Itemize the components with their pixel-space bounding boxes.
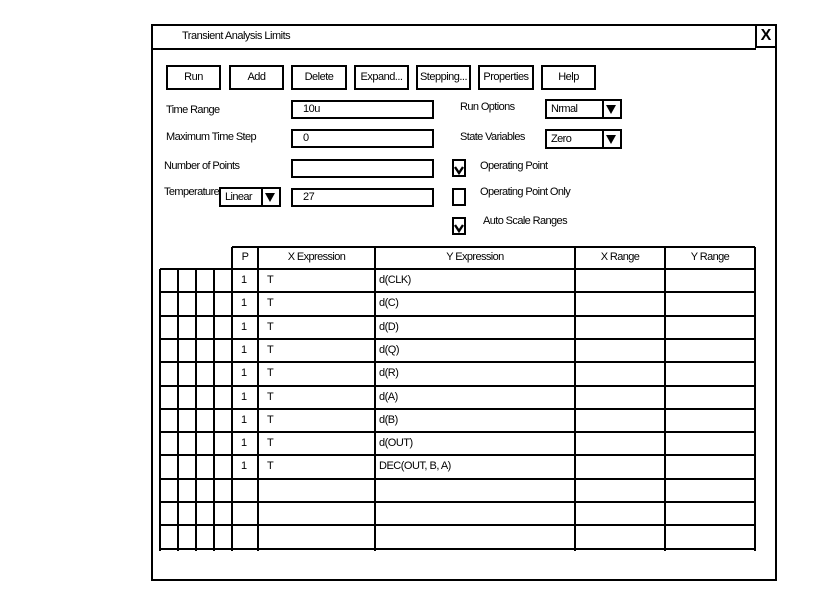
table-cell-x[interactable]: T: [267, 437, 274, 449]
table-cell-p[interactable]: 1: [241, 344, 247, 356]
header-x-expression: X Expression: [287, 251, 346, 263]
state-variables-value: Zero: [551, 133, 572, 145]
delete-button[interactable]: Delete: [291, 65, 347, 90]
max-time-step-label: Maximum Time Step: [166, 131, 257, 143]
run-options-value: Nrmal: [551, 103, 578, 115]
stepping-button[interactable]: Stepping...: [416, 65, 471, 90]
table-cell-x[interactable]: T: [267, 344, 274, 356]
table-cell-x[interactable]: T: [267, 367, 274, 379]
help-button[interactable]: Help: [541, 65, 596, 90]
table-cell-p[interactable]: 1: [241, 414, 247, 426]
table-cell-y[interactable]: DEC(OUT, B, A): [379, 460, 451, 472]
dialog-title: Transient Analysis Limits: [182, 30, 291, 42]
time-range-label: Time Range: [166, 104, 220, 116]
table-cell-x[interactable]: T: [267, 297, 274, 309]
num-points-label: Number of Points: [164, 160, 240, 172]
header-y-range: Y Range: [690, 251, 730, 263]
table-cell-x[interactable]: T: [267, 460, 274, 472]
table-cell-p[interactable]: 1: [241, 274, 247, 286]
table-cell-x[interactable]: T: [267, 321, 274, 333]
table-cell-p[interactable]: 1: [241, 460, 247, 472]
table-cell-y[interactable]: d(R): [379, 367, 399, 379]
table-cell-y[interactable]: d(A): [379, 391, 398, 403]
table-cell-y[interactable]: d(C): [379, 297, 399, 309]
table-cell-y[interactable]: d(CLK): [379, 274, 411, 286]
table-cell-x[interactable]: T: [267, 391, 274, 403]
header-y-expression: Y Expression: [446, 251, 504, 263]
table-cell-x[interactable]: T: [267, 274, 274, 286]
operating-point-only-label: Operating Point Only: [480, 186, 571, 198]
expand-button[interactable]: Expand...: [354, 65, 409, 90]
table-cell-p[interactable]: 1: [241, 437, 247, 449]
close-button[interactable]: X: [755, 24, 777, 48]
temperature-input[interactable]: 27: [291, 188, 434, 207]
add-button[interactable]: Add: [229, 65, 284, 90]
table-cell-x[interactable]: T: [267, 414, 274, 426]
temperature-label: Temperature: [164, 186, 220, 198]
table-cell-y[interactable]: d(Q): [379, 344, 399, 356]
table-cell-y[interactable]: d(D): [379, 321, 399, 333]
time-range-input[interactable]: 10u: [291, 100, 434, 119]
run-button[interactable]: Run: [166, 65, 221, 90]
auto-scale-label: Auto Scale Ranges: [483, 215, 567, 227]
header-p: P: [241, 251, 249, 263]
table-cell-p[interactable]: 1: [241, 367, 247, 379]
operating-point-label: Operating Point: [480, 160, 548, 172]
temperature-mode-value: Linear: [225, 191, 252, 203]
table-cell-y[interactable]: d(B): [379, 414, 398, 426]
run-options-label: Run Options: [460, 101, 515, 113]
max-time-step-input[interactable]: 0: [291, 129, 434, 148]
table-cell-p[interactable]: 1: [241, 321, 247, 333]
table-cell-p[interactable]: 1: [241, 297, 247, 309]
table-cell-p[interactable]: 1: [241, 391, 247, 403]
state-variables-label: State Variables: [460, 131, 525, 143]
properties-button[interactable]: Properties: [478, 65, 534, 90]
header-x-range: X Range: [600, 251, 640, 263]
table-cell-y[interactable]: d(OUT): [379, 437, 413, 449]
